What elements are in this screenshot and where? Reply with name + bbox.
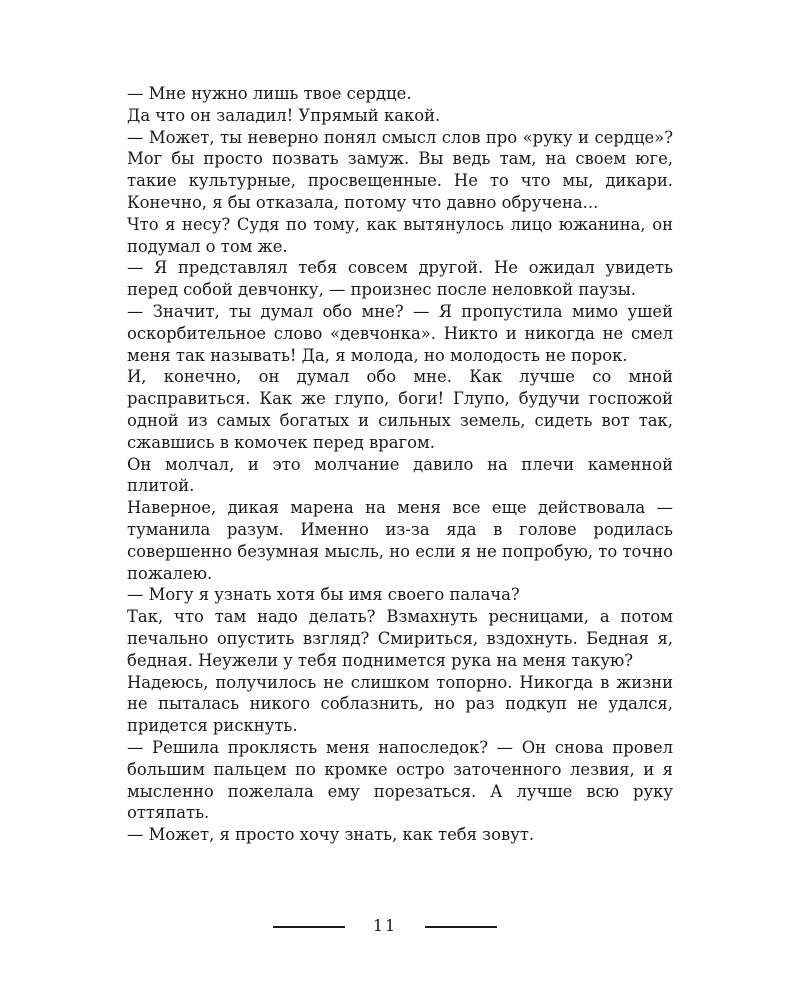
paragraph: — Могу я узнать хотя бы имя своего палача? — [127, 585, 520, 605]
paragraph: Так, что там надо делать? Взмахнуть ресницами, а потом печально опустить взгляд? Смириться, вздохнуть. Бедная я, бедная. Неужели у тебя поднимется рука на меня такую? — [127, 607, 673, 670]
footer-rule-right — [425, 926, 497, 928]
paragraph: Да что он заладил! Упрямый какой. — [127, 105, 441, 125]
paragraph: Надеюсь, получилось не слишком топорно. Никогда в жизни не пыталась никого соблазнить, но раз подкуп не удался, придется рискнуть. — [127, 672, 673, 736]
body-text — [127, 83, 673, 846]
paragraph: — Может, ты неверно понял смысл слов про «руку и сердце»? Мог бы просто позвать замуж. Вы ведь там, на своем юге, такие культурные, просвещенные. Не то что мы, дикари. Конечно, я бы отказала, потому что давно обручена... — [127, 127, 673, 212]
paragraph: — Решила проклясть меня напоследок? — Он снова провел большим пальцем по кромке остро заточенного лезвия, и я мысленно пожелала ему порезаться. А лучше всю руку оттяпать. — [127, 737, 673, 823]
paragraph: Он молчал, и это молчание давило на плечи каменной плитой. — [127, 454, 673, 496]
paragraph: И, конечно, он думал обо мне. Как лучше со мной расправиться. Как же глупо, боги! Глупо, будучи госпожой одной из самых богатых и сильных земель, сидеть вот так, сжавшись в комочек перед врагом. — [127, 367, 673, 452]
paragraph: — Значит, ты думал обо мне? — Я пропустила мимо ушей оскорбительное слово «девчонка». Никто и никогда не смел меня так называть! Да, я молода, но молодость не порок. — [127, 301, 673, 365]
page-footer — [0, 914, 800, 938]
paragraph: — Может, я просто хочу знать, как тебя зовут. — [127, 825, 535, 845]
paragraph: — Мне нужно лишь твое сердце. — [127, 84, 412, 103]
page-number: 11 — [372, 916, 398, 935]
paragraph: Наверное, дикая марена на меня все еще действовала — туманила разум. Именно из-за яда в голове родилась совершенно безумная мысль, но если я не попробую, то точно пожалею. — [127, 498, 674, 583]
footer-rule-left — [273, 926, 345, 928]
paragraph: — Я представлял тебя совсем другой. Не ожидал увидеть перед собой девчонку, — произнес после неловкой паузы. — [127, 258, 673, 300]
paragraph: Что я несу? Судя по тому, как вытянулось лицо южанина, он подумал о том же. — [127, 214, 673, 256]
